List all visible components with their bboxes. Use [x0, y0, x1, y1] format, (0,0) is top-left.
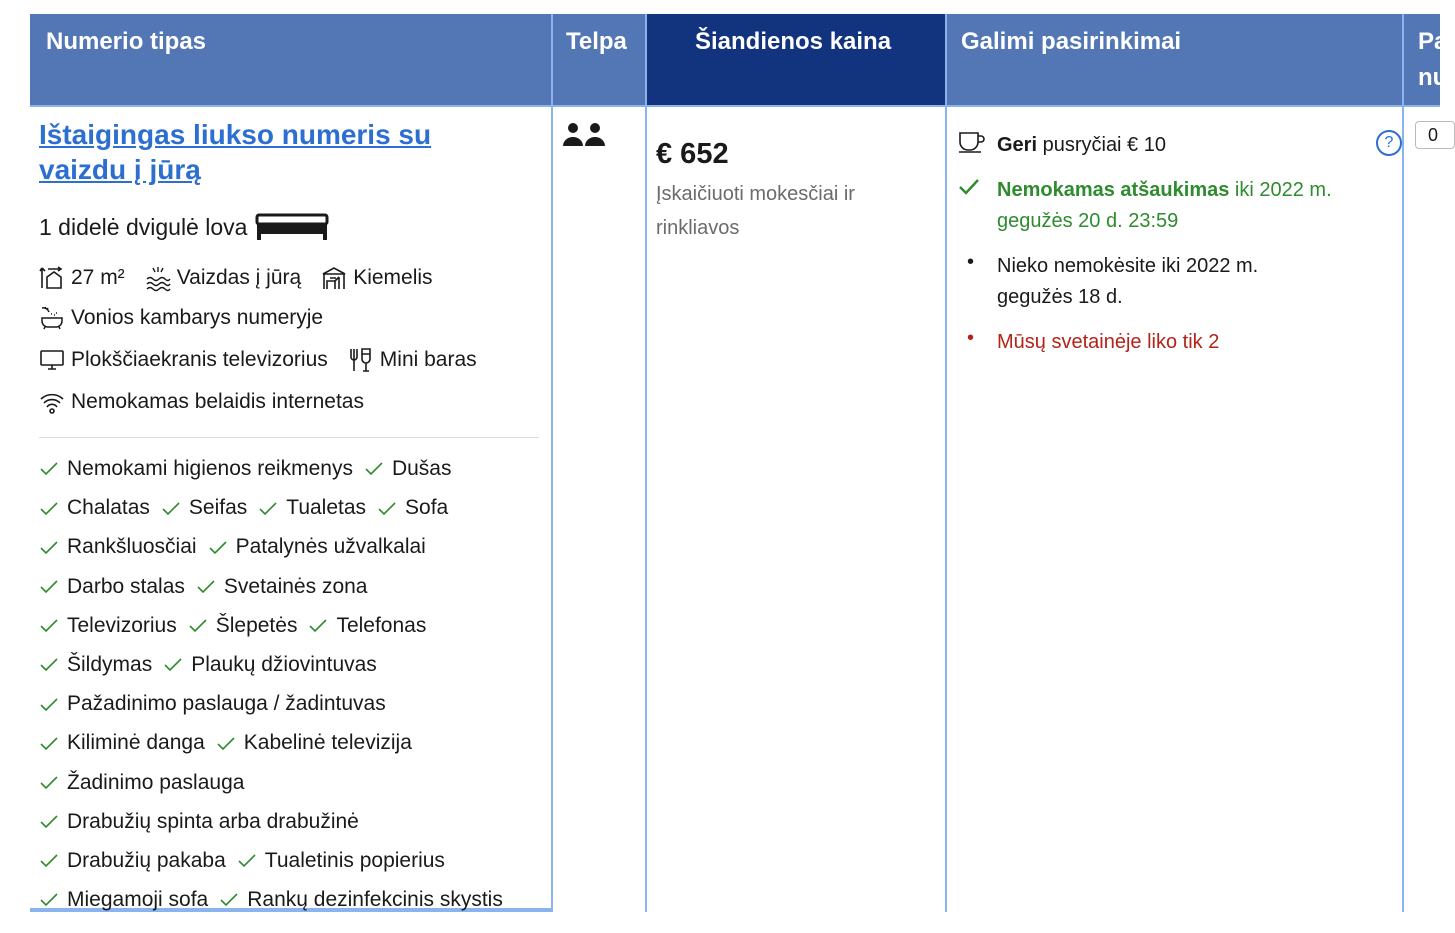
amenity-label: Patalynės užvalkalai	[235, 535, 426, 559]
amenity-item	[258, 491, 366, 526]
header-select-line2: nu	[1418, 64, 1448, 91]
amenity-item	[188, 609, 298, 644]
features-row-4	[39, 389, 539, 415]
amenity-label: Dušas	[391, 457, 452, 480]
column-divider	[551, 14, 553, 912]
amenity-label: Miegamoji sofa	[67, 888, 209, 912]
amenity-label: Žadinimo paslauga	[67, 770, 245, 794]
room-size-icon	[39, 265, 65, 291]
amenities-row	[39, 766, 539, 805]
room-title-line2: vaizdu į jūrą	[39, 154, 201, 185]
feature-size-label: 27 m²	[71, 266, 125, 289]
amenity-label: Rankų dezinfekcinis skystis	[247, 888, 503, 912]
amenity-label: Šlepetės	[215, 613, 298, 637]
header-room-type	[30, 14, 551, 106]
amenities-row	[39, 648, 539, 687]
sea-view-icon	[145, 265, 171, 291]
amenity-label: Šildymas	[67, 652, 153, 676]
amenity-item	[377, 491, 448, 526]
cancel-date: gegužės 20 d. 23:59	[997, 210, 1179, 232]
checkmark-icon	[39, 695, 59, 715]
checkmark-icon	[957, 175, 981, 199]
room-title-line1: Ištaigingas liukso numeris su	[39, 119, 432, 150]
pay-later	[957, 251, 1397, 313]
feature-sea-view-label: Vaizdas į jūrą	[176, 266, 302, 289]
header-options-label: Galimi pasirinkimai	[961, 28, 1182, 55]
amenities-row	[39, 570, 539, 609]
amenity-label: Rankšluosčiai	[67, 535, 197, 559]
room-title-link[interactable]	[39, 117, 539, 187]
header-options	[947, 14, 1402, 106]
column-divider	[945, 14, 947, 912]
price-amount: € 652	[656, 138, 729, 170]
pay-line2: gegužės 18 d.	[997, 286, 1123, 308]
amenity-item	[39, 687, 386, 722]
checkmark-icon	[39, 851, 59, 871]
amenity-item	[308, 609, 426, 644]
amenity-item	[39, 452, 353, 487]
pay-line1: Nieko nemokėsite iki 2022 m.	[997, 255, 1259, 277]
header-price-label: Šiandienos kaina	[695, 28, 892, 55]
amenity-label: Telefonas	[336, 613, 427, 637]
breakfast-bold: Geri	[997, 134, 1038, 156]
checkmark-icon	[39, 812, 59, 832]
bed-info	[39, 213, 539, 241]
feature-bathroom-label: Vonios kambarys numeryje	[71, 306, 324, 329]
amenity-label: Drabužių pakaba	[67, 848, 226, 872]
amenity-item	[39, 491, 150, 526]
amenity-label: Kabelinė televizija	[243, 731, 412, 755]
amenity-item	[39, 766, 244, 801]
amenity-item	[39, 844, 226, 879]
header-capacity	[553, 14, 645, 106]
amenity-label: Plaukų džiovintuvas	[191, 652, 377, 676]
checkmark-icon	[39, 734, 59, 754]
feature-bathroom	[39, 305, 323, 331]
amenity-label: Seifas	[188, 496, 248, 520]
feature-tv	[39, 347, 328, 373]
bed-label: 1 didelė dvigulė lova	[39, 213, 248, 240]
amenities-list	[39, 452, 539, 922]
tax-note-line2: rinkliavos	[656, 217, 740, 239]
tax-note	[656, 177, 926, 245]
amenity-item	[39, 648, 152, 683]
amenities-row	[39, 844, 539, 883]
checkmark-icon	[163, 655, 183, 675]
checkmark-icon	[237, 851, 257, 871]
checkmark-icon	[216, 734, 236, 754]
coffee-cup-icon	[957, 130, 987, 154]
amenity-item	[39, 570, 185, 605]
breakfast-text: pusryčiai € 10	[1037, 134, 1166, 156]
header-select-line1: Pa	[1418, 28, 1448, 55]
amenities-row	[39, 726, 539, 765]
feature-minibar-label: Mini baras	[379, 348, 477, 371]
amenity-label: Nemokami higienos reikmenys	[67, 457, 353, 480]
features-row-3	[39, 347, 539, 373]
column-divider	[1402, 14, 1404, 912]
amenity-label: Sofa	[405, 496, 449, 520]
feature-wifi-label: Nemokamas belaidis internetas	[71, 390, 364, 413]
amenity-label: Pažadinimo paslauga / žadintuvas	[67, 692, 386, 716]
amenity-item	[39, 883, 208, 918]
amenity-item	[163, 648, 377, 683]
checkmark-icon	[208, 538, 228, 558]
amenity-item	[237, 844, 445, 879]
price-cell	[656, 138, 926, 245]
checkmark-icon	[39, 655, 59, 675]
amenity-item	[39, 805, 359, 840]
features-row-1	[39, 265, 539, 291]
patio-icon	[321, 265, 347, 291]
room-details	[39, 117, 539, 922]
amenity-label: Kiliminė danga	[67, 731, 205, 755]
minibar-icon	[348, 347, 374, 373]
options-cell	[957, 130, 1397, 358]
checkmark-icon	[196, 577, 216, 597]
amenities-row	[39, 687, 539, 726]
checkmark-icon	[219, 890, 239, 910]
amenities-row	[39, 805, 539, 844]
amenity-label: Chalatas	[67, 496, 150, 520]
bullet-icon: •	[967, 251, 975, 273]
capacity-cell	[562, 122, 606, 153]
amenities-row	[39, 491, 539, 530]
amenity-label: Drabužių spinta arba drabužinė	[67, 809, 359, 833]
amenity-item	[161, 491, 247, 526]
feature-sea-view	[145, 265, 302, 291]
amenity-label: Svetainės zona	[223, 574, 368, 598]
amenity-label: Televizorius	[67, 613, 177, 637]
checkmark-icon	[39, 459, 59, 479]
header-divider	[30, 105, 1440, 107]
amenity-item	[196, 570, 368, 605]
amenity-item	[364, 452, 452, 487]
flat-screen-tv-icon	[39, 347, 65, 373]
feature-patio-label: Kiemelis	[353, 266, 433, 289]
tax-note-line1: Įskaičiuoti mokesčiai ir	[656, 183, 855, 205]
amenity-label: Tualetinis popierius	[264, 848, 445, 872]
amenities-row	[39, 883, 539, 922]
checkmark-icon	[308, 616, 328, 636]
amenity-label: Darbo stalas	[67, 574, 185, 598]
features-row-2	[39, 305, 539, 331]
bullet-icon: •	[967, 327, 975, 349]
feature-wifi	[39, 389, 364, 415]
checkmark-icon	[161, 499, 181, 519]
amenity-item	[39, 609, 177, 644]
checkmark-icon	[39, 890, 59, 910]
header-select	[1404, 14, 1448, 106]
bathtub-icon	[39, 305, 65, 331]
room-table	[30, 14, 1448, 912]
breakfast-option	[957, 130, 1397, 161]
amenity-item	[208, 530, 426, 565]
double-bed-icon	[255, 213, 329, 241]
checkmark-icon	[377, 499, 397, 519]
amenity-item	[219, 883, 503, 918]
cancel-bold: Nemokamas atšaukimas	[997, 179, 1230, 201]
amenity-label: Tualetas	[286, 496, 367, 520]
two-guests-icon	[562, 122, 606, 148]
column-divider	[645, 14, 647, 912]
amenities-row	[39, 452, 539, 491]
amenity-item	[39, 530, 197, 565]
checkmark-icon	[39, 577, 59, 597]
room-quantity-select[interactable]: 0	[1415, 121, 1455, 149]
scarcity-text: Mūsų svetainėje liko tik 2	[997, 331, 1220, 353]
amenities-row	[39, 609, 539, 648]
checkmark-icon	[364, 459, 384, 479]
cancel-text: iki 2022 m.	[1229, 179, 1332, 201]
feature-patio	[321, 265, 432, 291]
amenity-item	[39, 726, 205, 761]
scarcity-notice	[957, 327, 1397, 358]
details-divider	[39, 437, 539, 438]
header-capacity-label: Telpa	[566, 28, 627, 55]
amenity-item	[216, 726, 412, 761]
checkmark-icon	[39, 538, 59, 558]
checkmark-icon	[39, 499, 59, 519]
checkmark-icon	[39, 773, 59, 793]
feature-size	[39, 265, 125, 291]
header-room-type-label: Numerio tipas	[46, 28, 207, 55]
feature-tv-label: Plokščiaekranis televizorius	[71, 348, 328, 371]
checkmark-icon	[258, 499, 278, 519]
wifi-icon	[39, 389, 65, 415]
feature-minibar	[348, 347, 477, 373]
free-cancellation	[957, 175, 1397, 237]
header-price[interactable]	[647, 14, 945, 106]
checkmark-icon	[39, 616, 59, 636]
help-icon[interactable]: ?	[1376, 130, 1402, 156]
amenities-row	[39, 530, 539, 569]
checkmark-icon	[188, 616, 208, 636]
